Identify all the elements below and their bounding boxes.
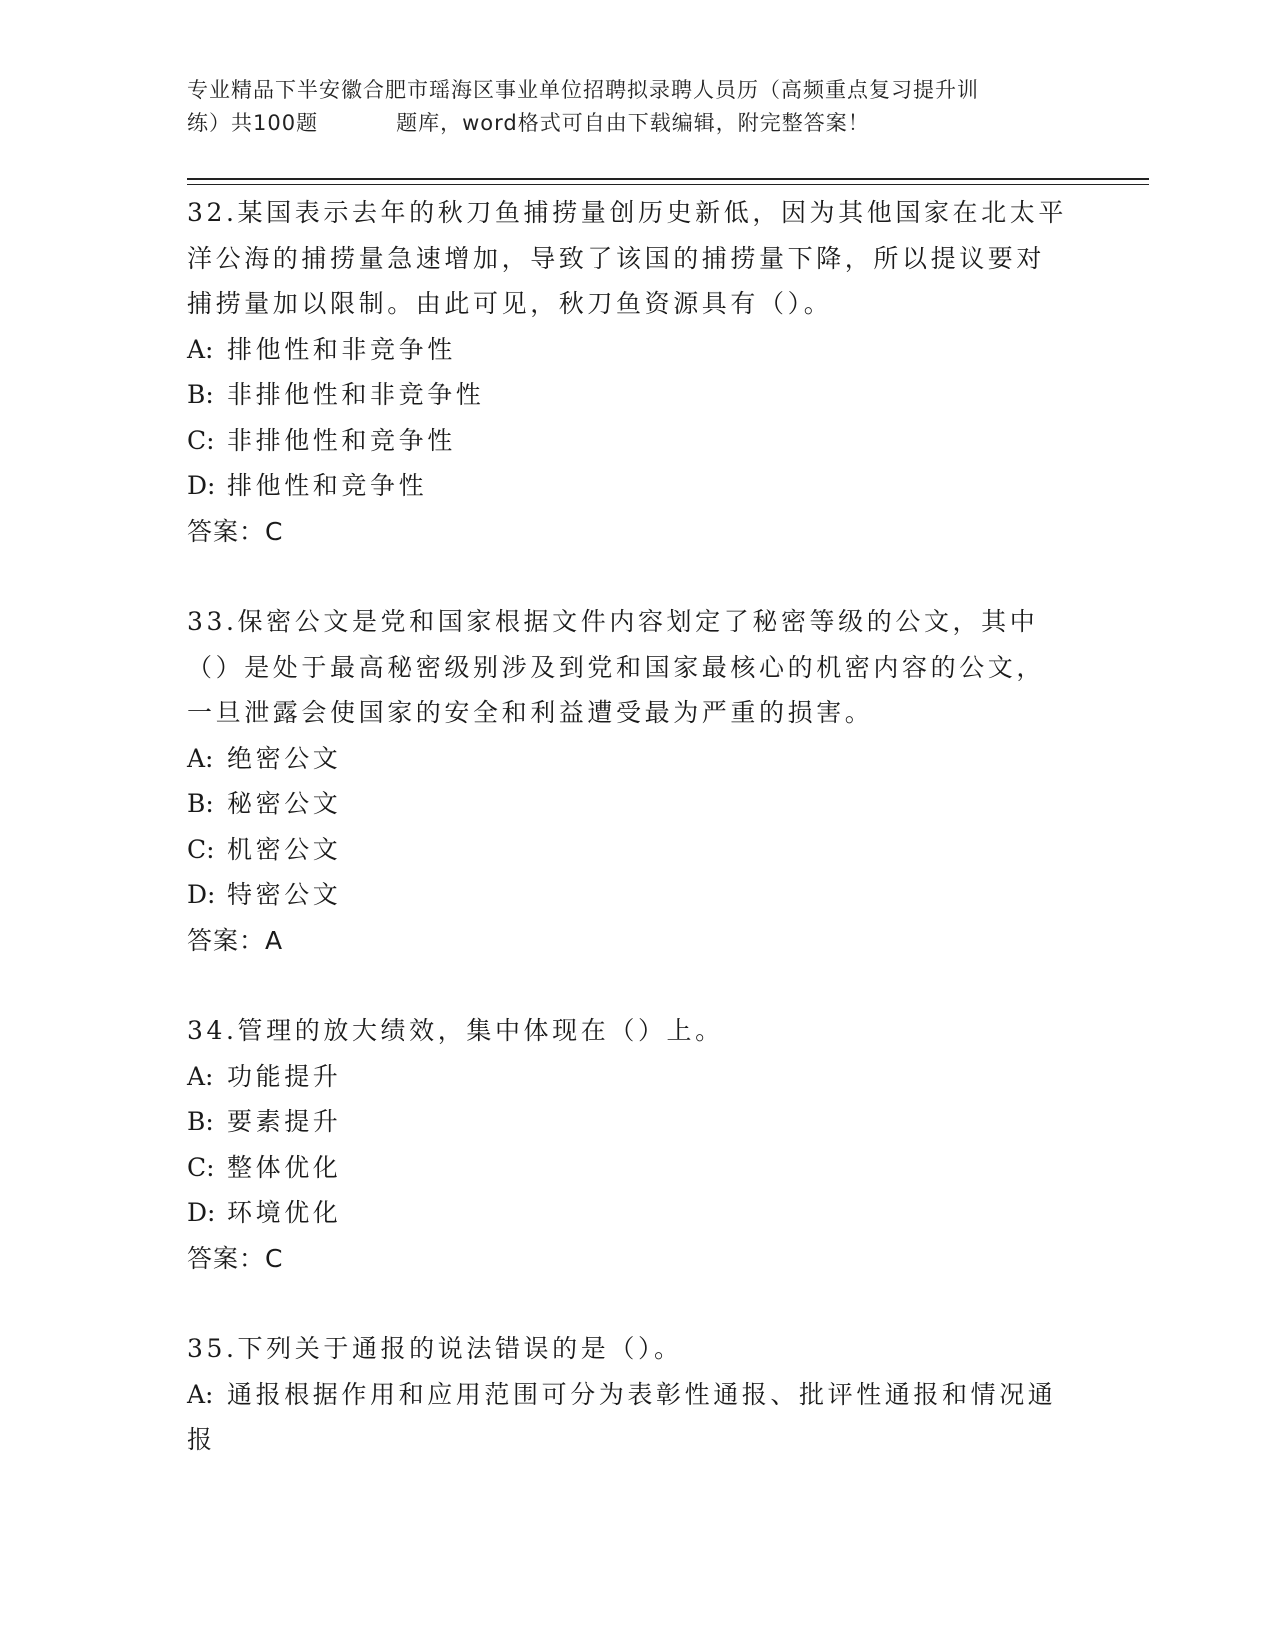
document-header bbox=[187, 74, 1087, 140]
header-divider-thin bbox=[187, 184, 1149, 185]
answer: 答案：A bbox=[187, 925, 284, 955]
option-text: 机密公文 bbox=[227, 834, 342, 864]
option-d bbox=[187, 872, 1067, 918]
option-key: D: bbox=[187, 1198, 216, 1227]
option-key: A: bbox=[187, 334, 214, 364]
answer: 答案：C bbox=[187, 516, 284, 546]
option-text: 环境优化 bbox=[227, 1198, 342, 1227]
option-key: B: bbox=[187, 1107, 214, 1136]
question-33 bbox=[187, 599, 1067, 963]
option-key: D: bbox=[187, 880, 216, 909]
question-stem: 32.某国表示去年的秋刀鱼捕捞量创历史新低，因为其他国家在北太平洋公海的捕捞量急速增加，导致了该国的捕捞量下降，所以提议要对捕捞量加以限制。由此可见，秋刀鱼资源具有（）。 bbox=[187, 198, 1067, 318]
option-key: B: bbox=[187, 789, 214, 818]
option-c bbox=[187, 827, 1067, 873]
option-text: 通报根据作用和应用范围可分为表彰性通报、批评性通报和情况通报 bbox=[187, 1379, 1057, 1454]
question-stem: 33.保密公文是党和国家根据文件内容划定了秘密等级的公文，其中（）是处于最高秘密级别涉及到党和国家最核心的机密内容的公文，一旦泄露会使国家的安全和利益遭受最为严重的损害。 bbox=[187, 607, 1046, 727]
option-key: C: bbox=[187, 1152, 215, 1182]
header-line-1: 专业精品下半安徽合肥市瑶海区事业单位招聘拟录聘人员历（高频重点复习提升训 bbox=[187, 78, 979, 102]
header-line-2-part-2: 题库，word格式可自由下载编辑，附完整答案！ bbox=[396, 111, 870, 135]
option-c bbox=[187, 418, 1067, 464]
option-text: 非排他性和非竞争性 bbox=[227, 380, 485, 409]
option-a bbox=[187, 736, 1067, 782]
option-key: A: bbox=[187, 743, 214, 773]
option-c bbox=[187, 1145, 1067, 1191]
option-a bbox=[187, 327, 1067, 373]
option-text: 功能提升 bbox=[227, 1061, 342, 1091]
option-text: 非排他性和竞争性 bbox=[227, 425, 456, 455]
option-key: C: bbox=[187, 834, 215, 864]
header-line-2-part-1: 练）共100题 bbox=[187, 111, 319, 135]
option-text: 排他性和非竞争性 bbox=[227, 334, 456, 364]
option-b bbox=[187, 372, 1067, 418]
option-text: 特密公文 bbox=[227, 880, 342, 909]
option-a bbox=[187, 1372, 1067, 1463]
question-stem: 35.下列关于通报的说法错误的是（）。 bbox=[187, 1334, 683, 1363]
option-key: A: bbox=[187, 1379, 214, 1409]
answer: 答案：C bbox=[187, 1243, 284, 1273]
option-key: A: bbox=[187, 1061, 214, 1091]
header-line-2 bbox=[187, 107, 1087, 140]
question-32 bbox=[187, 190, 1067, 554]
option-a bbox=[187, 1054, 1067, 1100]
option-key: D: bbox=[187, 471, 216, 500]
question-stem: 34.管理的放大绩效，集中体现在（）上。 bbox=[187, 1016, 724, 1045]
option-text: 整体优化 bbox=[227, 1152, 342, 1182]
question-34 bbox=[187, 1008, 1067, 1281]
question-35 bbox=[187, 1326, 1067, 1463]
option-b bbox=[187, 781, 1067, 827]
option-key: B: bbox=[187, 380, 214, 409]
header-divider-thick bbox=[187, 178, 1149, 180]
question-list bbox=[187, 190, 1067, 1463]
option-d bbox=[187, 463, 1067, 509]
option-text: 绝密公文 bbox=[227, 743, 342, 773]
option-text: 排他性和竞争性 bbox=[227, 471, 428, 500]
option-text: 要素提升 bbox=[227, 1107, 342, 1136]
option-b bbox=[187, 1099, 1067, 1145]
option-key: C: bbox=[187, 425, 215, 455]
option-text: 秘密公文 bbox=[227, 789, 342, 818]
option-d bbox=[187, 1190, 1067, 1236]
